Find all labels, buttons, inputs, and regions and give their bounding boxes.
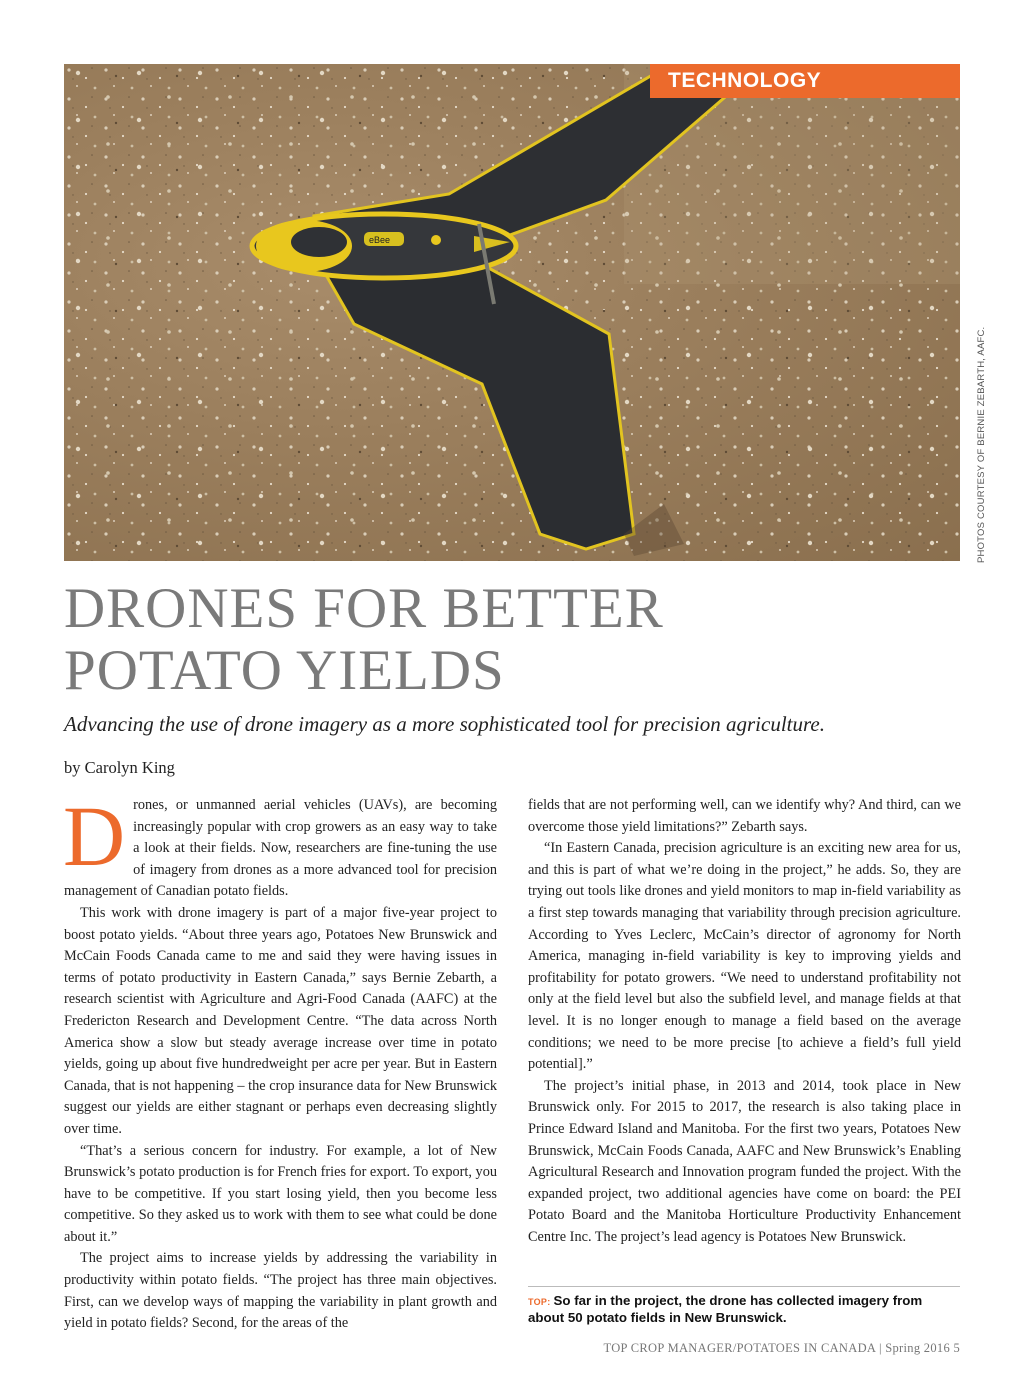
byline: by Carolyn King: [64, 758, 175, 777]
footer-separator: |: [878, 1341, 882, 1355]
paragraph-text: rones, or unmanned aerial vehicles (UAVs), are becoming increasingly popular with crop growers as an easy way to take a look at their fields. Now, researchers are fine-tuning the use of imagery from drones as a more advanced tool for precision management of Canadian potato fields.: [64, 797, 497, 900]
page-footer: [604, 1341, 961, 1356]
section-tag: TECHNOLOGY: [650, 64, 960, 98]
left-column: [63, 788, 497, 1335]
article-deck: Advancing the use of drone imagery as a more sophisticated tool for precision agriculture.: [64, 712, 825, 736]
title-line-2: POTATO YIELDS: [64, 639, 505, 702]
caption-text: So far in the project, the drone has collected imagery from about 50 potato fields in New Brunswick.: [528, 1293, 923, 1325]
caption-divider: [528, 1286, 960, 1287]
paragraph: fields that are not performing well, can we identify why? And third, can we overcome those yield limitations?” Zebarth says.: [528, 797, 961, 835]
drone-label: eBee: [369, 235, 391, 245]
footer-issue: Spring 2016: [885, 1341, 950, 1355]
page-number: 5: [953, 1341, 960, 1355]
caption-label: TOP:: [528, 1297, 551, 1307]
paragraph: [63, 788, 497, 903]
paragraph: The project’s initial phase, in 2013 and 2014, took place in New Brunswick only. For 2015 to 2017, the research is also taking place in Prince Edward Island and Manitoba. For the first two years, Potatoes New Brunswick, McCain Foods Canada, AAFC and New Brunswick’s Enabling Agricultural Research and Innovation program funded the project. With the expanded project, two additional agencies have come on board: the PEI Potato Board and the Manitoba Horticulture Productivity Enhancement Centre Inc. The project’s lead agency is Potatoes New Brunswick.: [528, 1077, 961, 1245]
paragraph: “That’s a serious concern for industry. For example, a lot of New Brunswick’s potato production is for French fries for export. To export, you have to be competitive. If you start losing yield, then you become less competitive. So they asked us to work with them to see what could be done about it.”: [64, 1142, 497, 1245]
article-photo: [64, 64, 960, 561]
footer-publication: TOP CROP MANAGER/POTATOES IN CANADA: [603, 1341, 876, 1355]
drone-photo-icon: [64, 64, 960, 561]
right-column: [528, 795, 961, 1248]
photo-caption: [528, 1293, 962, 1326]
paragraph: The project aims to increase yields by addressing the variability in productivity within potato fields. “The project has three main objectives. First, can we develop ways of mapping the variability in plant growth and yield in potato fields? Second, for the areas of the: [64, 1250, 497, 1332]
drop-cap: D: [63, 788, 126, 884]
paragraph: “In Eastern Canada, precision agriculture is an exciting new area for us, and this is part of what we’re doing in the project,” he adds. So, they are trying out tools like drones and yield monitors to map in-field variability as a first step towards managing that variability through precision agriculture. According to Yves Leclerc, McCain’s director of agronomy for North America, managing in-field variability is key to improving yields and profitability for potato growers. “We need to understand profitability not only at the field level but also the subfield level, and manage fields at that level. It is no longer enough to manage a field based on the average conditions; we need to be more precise [to achieve a field’s full yield potential].”: [528, 840, 961, 1073]
photo-credit: PHOTOS COURTESY OF BERNIE ZEBARTH, AAFC.: [976, 326, 987, 563]
article-title: [64, 578, 964, 702]
title-line-1: DRONES FOR BETTER: [64, 577, 664, 640]
paragraph: This work with drone imagery is part of a major five-year project to boost potato yields. “About three years ago, Potatoes New Brunswick and McCain Foods Canada came to me and said they were having issues in terms of potato productivity in Eastern Canada,” says Bernie Zebarth, a research scientist with Agriculture and Agri-Food Canada (AAFC) at the Fredericton Research and Development Centre. “The data across North America show a slow but steady average increase over time in potato yields, going up about five hundredweight per acre per year. But in Eastern Canada, that is not happening – the crop insurance data for New Brunswick suggest our yields are either stagnant or perhaps even decreasing slightly over time.: [64, 904, 497, 1137]
